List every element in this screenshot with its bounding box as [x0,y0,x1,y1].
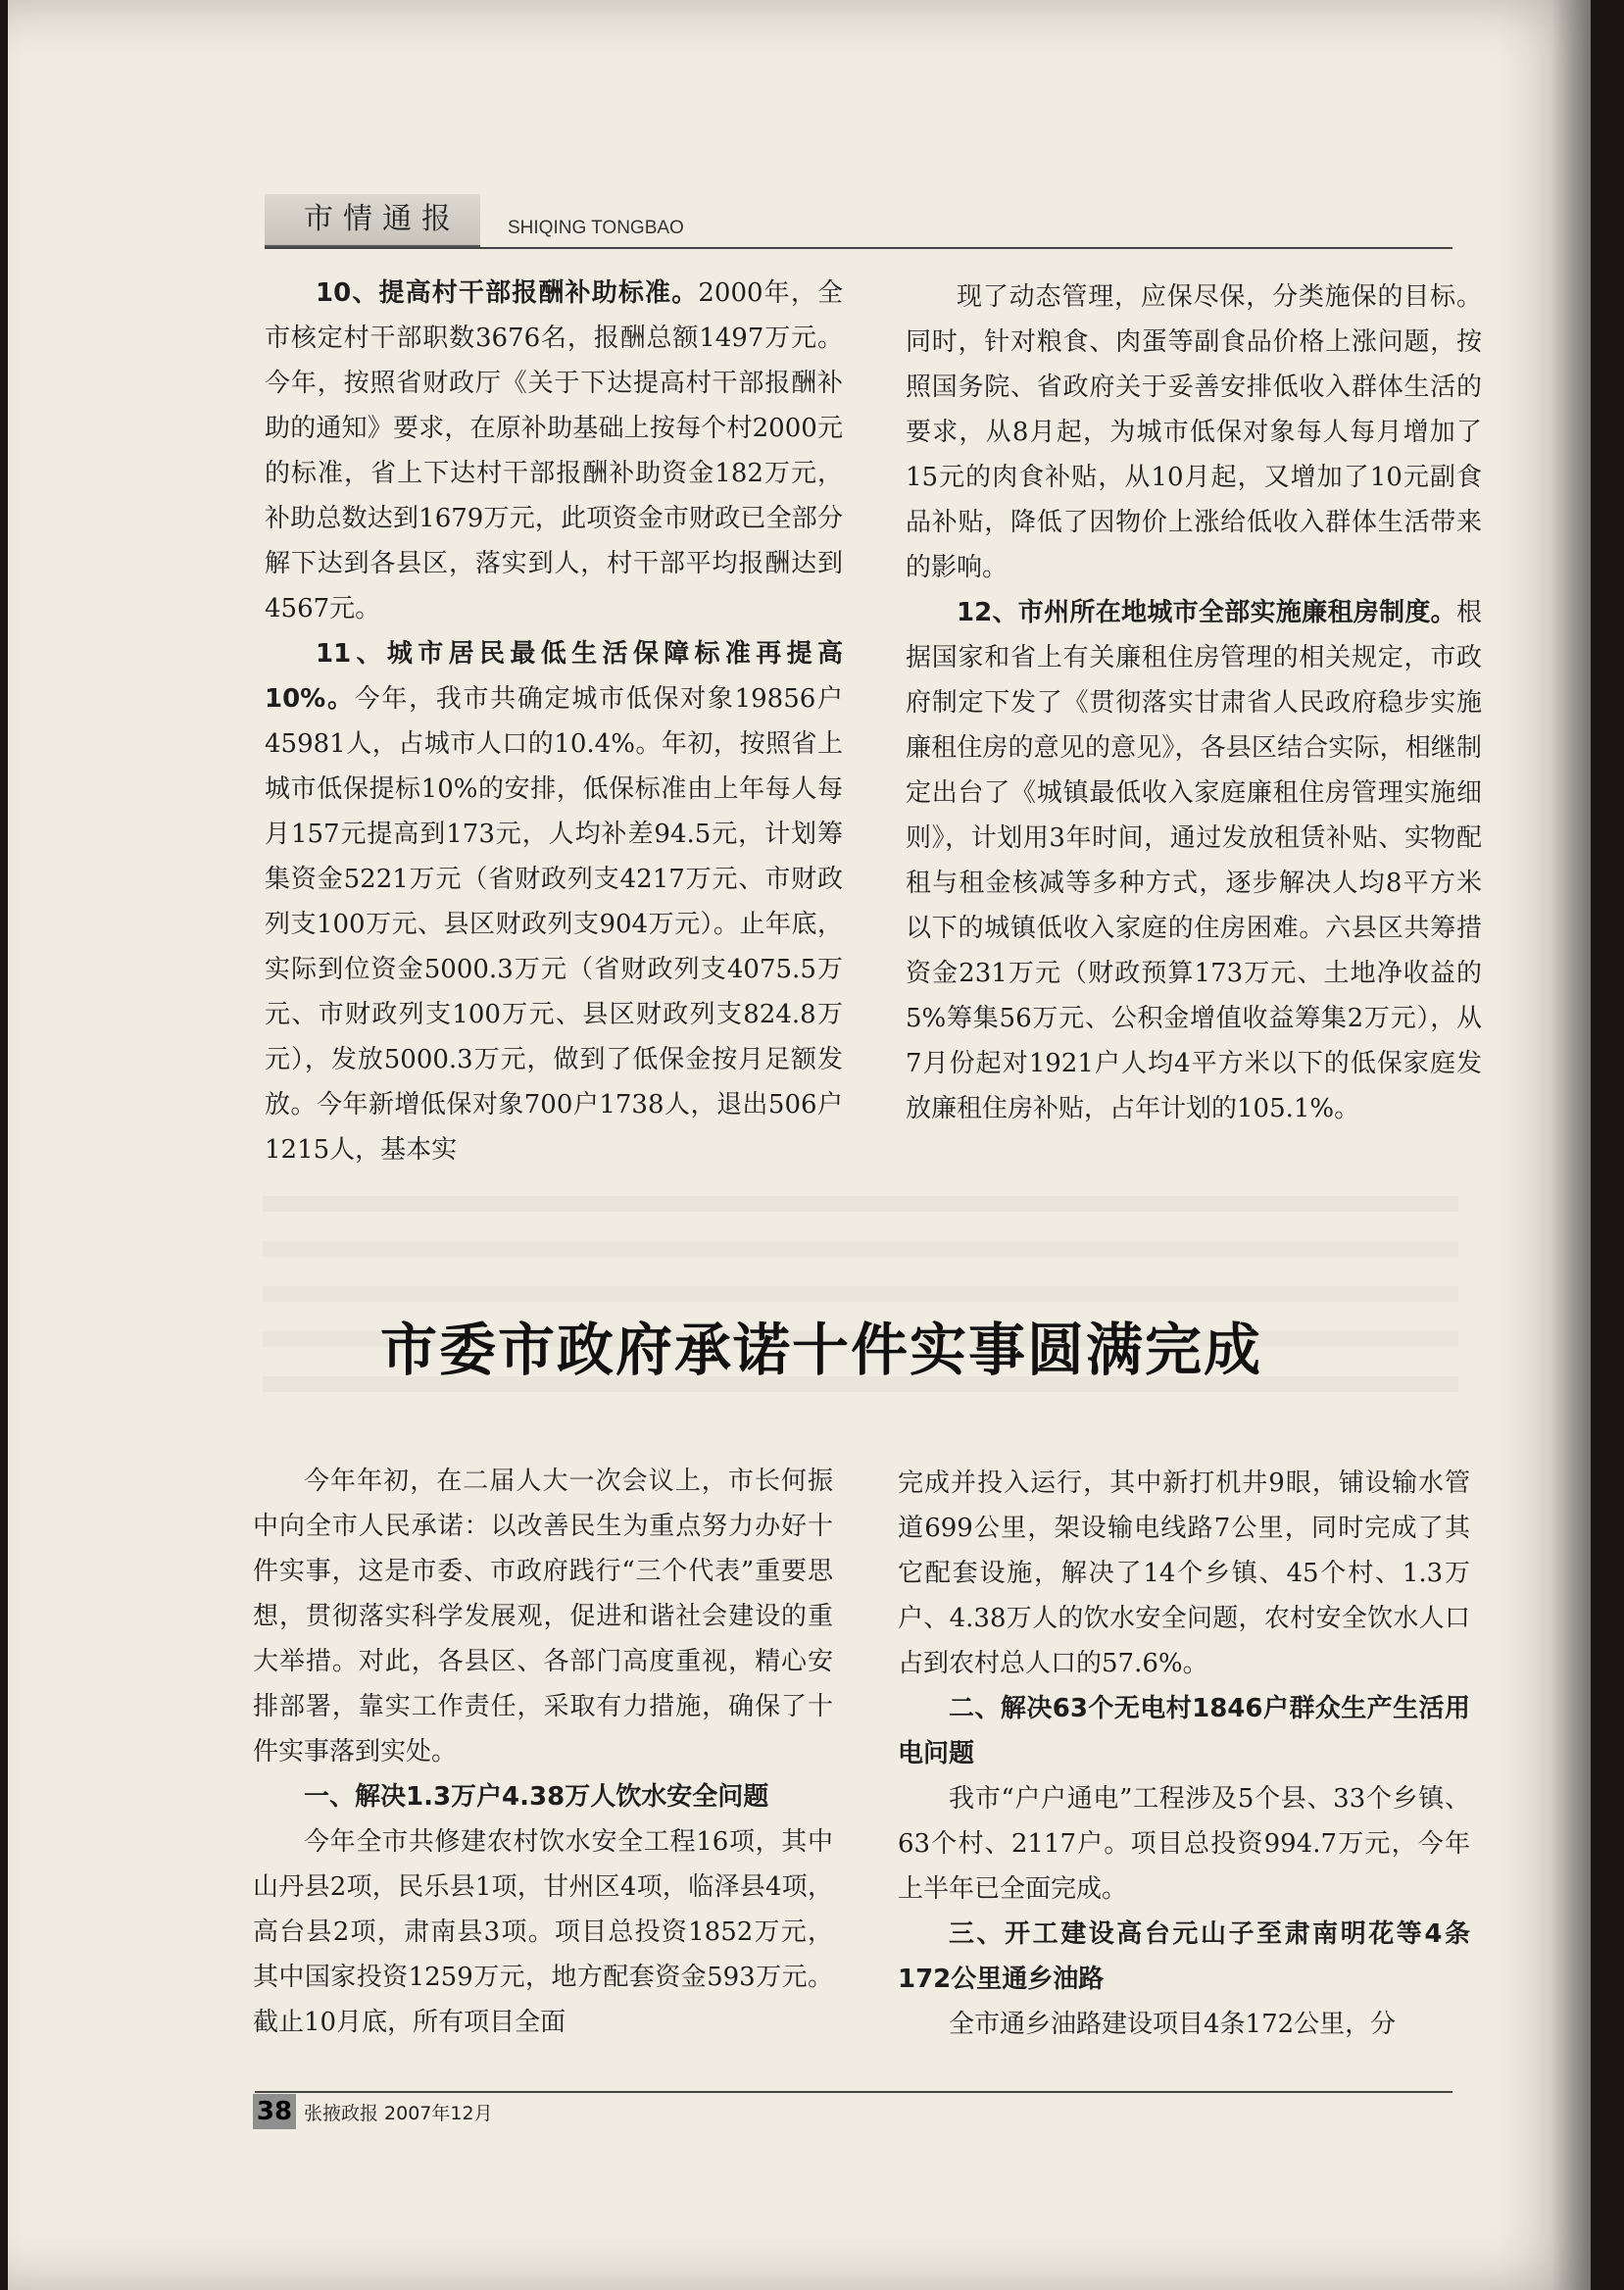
column-bottom-left [253,1459,833,2045]
footer-rule [255,2091,1452,2093]
section-title: 市情通报 [304,202,461,236]
paragraph [906,590,1482,1131]
paragraph: 全市通乡油路建设项目4条172公里，分 [949,2010,1397,2039]
section-tab [265,194,480,248]
section-subheading: 三、开工建设高台元山子至肃南明花等4条172公里通乡油路 [898,1919,1470,1994]
paragraph: 今年全市共修建农村饮水安全工程16项，其中山丹县2项，民乐县1项，甘州区4项，临泽县4项，高台县2项，肃南县3项。项目总投资1852万元，其中国家投资1259万元，地方配套资金593万元。截止10月底，所有项目全面 [253,1827,833,2037]
section-subheading: 一、解决1.3万户4.38万人饮水安全问题 [304,1782,769,1812]
article-title: 市委市政府承诺十件实事圆满完成 [380,1317,1263,1383]
binding-shadow [1551,0,1591,2290]
paragraph [265,271,843,631]
publication-info: 张掖政报 2007年12月 [304,2103,493,2124]
paragraph: 现了动态管理，应保尽保，分类施保的目标。同时，针对粮食、肉蛋等副食品价格上涨问题，按照国务院、省政府关于妥善安排低收入群体生活的要求，从8月起，为城市低保对象每人每月增加了15元的肉食补贴，从10月起，又增加了10元副食品补贴，降低了因物价上涨给低收入群体生活带来的影响。 [906,282,1482,582]
paragraph: 今年年初，在二届人大一次会议上，市长何振中向全市人民承诺：以改善民生为重点努力办好十件实事，这是市委、市政府践行“三个代表”重要思想，贯彻落实科学发展观，促进和谐社会建设的重大举措。对此，各县区、各部门高度重视，精心安排部署，靠实工作责任，采取有力措施，确保了十件实事落到实处。 [253,1467,833,1767]
item-body: 今年，我市共确定城市低保对象19856户45981人，占城市人口的10.4%。年初，按照省上城市低保提标10%的安排，低保标准由上年每人每月157元提高到173元，人均补差94.5元，计划筹集资金5221万元（省财政列支4217万元、市财政列支100万元、县区财政列支904万元）。止年底，实际到位资金5000.3万元（省财政列支4075.5万元、市财政列支100万元、县区财政列支824.8万元），发放5000.3万元，做到了低保金按月足额发放。今年新增低保对象700户1738人，退出506户1215人，基本实 [265,684,843,1165]
item-heading: 10、提高村干部报酬补助标准。 [316,278,699,308]
item-body: 根据国家和省上有关廉租住房管理的相关规定，市政府制定下发了《贯彻落实甘肃省人民政府稳步实施廉租住房的意见的意见》，各县区结合实际，相继制定出台了《城镇最低收入家庭廉租住房管理实施细则》，计划用3年时间，通过发放租赁补贴、实物配租与租金核减等多种方式，逐步解决人均8平方米以下的城镇低收入家庭的住房困难。六县区共筹措资金231万元（财政预算173万元、土地净收益的5%筹集56万元、公积金增值收益筹集2万元），从7月份起对1921户人均4平方米以下的低保家庭发放廉租住房补贴，占年计划的105.1%。 [906,598,1482,1123]
paragraph: 我市“户户通电”工程涉及5个县、33个乡镇、63个村、2117户。项目总投资994.7万元，今年上半年已全面完成。 [898,1784,1470,1904]
header-rule [265,247,1452,249]
section-pinyin: SHIQING TONGBAO [508,218,684,238]
section-subheading: 二、解决63个无电村1846户群众生产生活用电问题 [898,1694,1470,1768]
magazine-page [8,0,1591,2290]
item-body: 2000年，全市核定村干部职数3676名，报酬总额1497万元。今年，按照省财政厅《关于下达提高村干部报酬补助的通知》要求，在原补助基础上按每个村2000元的标准，省上下达村干部报酬补助资金182万元，补助总数达到1679万元，此项资金市财政已全部分解下达到各县区，落实到人，村干部平均报酬达到4567元。 [265,278,843,623]
page-number: 38 [253,2094,296,2129]
item-heading: 12、市州所在地城市全部实施廉租房制度。 [957,598,1456,627]
item-heading: 11、城市居民最低生活保障标准再提高10%。 [265,639,843,714]
column-top-right [906,274,1482,1131]
paragraph [265,631,843,1172]
column-bottom-right [898,1461,1470,2047]
column-top-left [265,271,843,1172]
paragraph: 完成并投入运行，其中新打机井9眼，铺设输水管道699公里，架设输电线路7公里，同时完成了其它配套设施，解决了14个乡镇、45个村、1.3万户、4.38万人的饮水安全问题，农村安全饮水人口占到农村总人口的57.6%。 [898,1469,1470,1678]
